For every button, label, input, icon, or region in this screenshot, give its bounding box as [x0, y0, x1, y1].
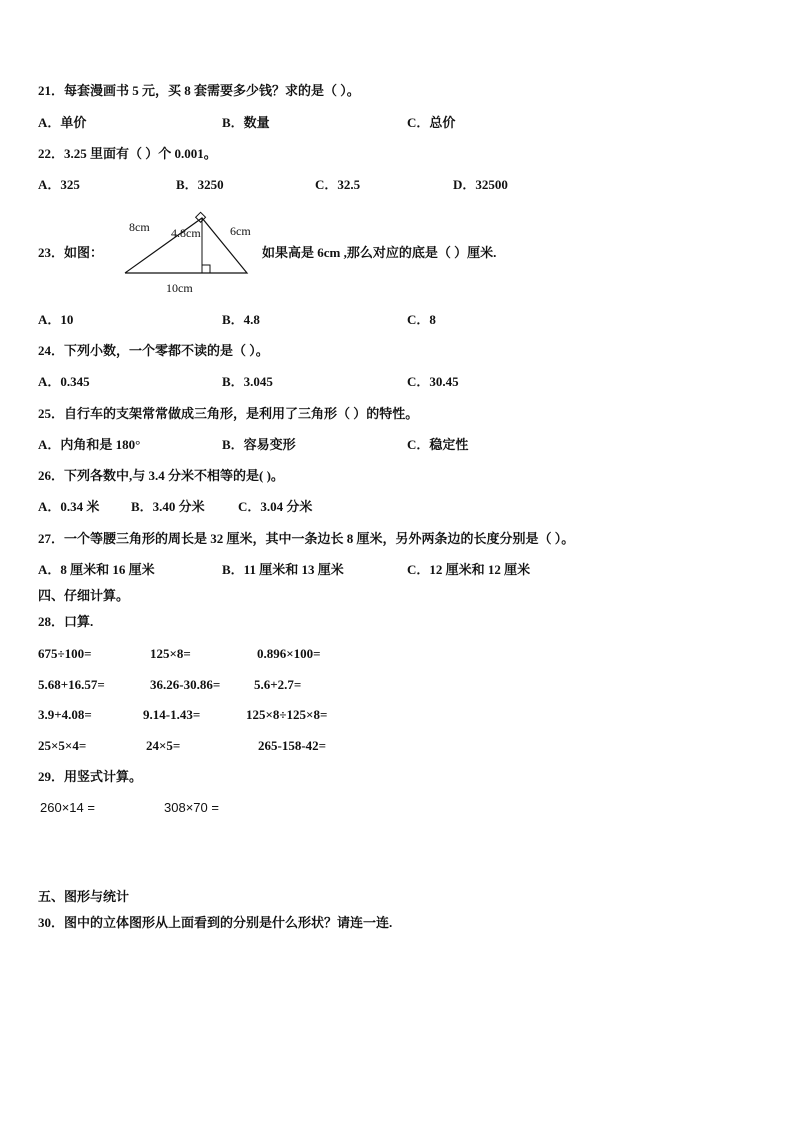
question-22-option-d: D．32500	[453, 177, 508, 192]
mental-calc-item: 9.14-1.43=	[143, 707, 201, 722]
left-side-label: 8cm	[129, 220, 150, 234]
mental-calc-item: 24×5=	[146, 738, 181, 753]
mental-calc-item: 5.6+2.7=	[254, 677, 302, 692]
section-4-heading: 四、仔细计算。	[38, 588, 130, 603]
height-label: 4.8cm	[171, 226, 201, 240]
question-27-option-a: A．8 厘米和 16 厘米	[38, 562, 155, 577]
question-24-option-a: A．0.345	[38, 374, 90, 389]
mental-calc-item: 675÷100=	[38, 646, 92, 661]
mental-calc-item: 125×8÷125×8=	[246, 707, 328, 722]
section-5-heading: 五、图形与统计	[38, 889, 130, 904]
question-22-stem: 22．3.25 里面有（ ）个 0.001。	[38, 146, 217, 161]
question-23-option-c: C．8	[407, 312, 436, 327]
question-21-option-c: C．总价	[407, 115, 456, 130]
question-30-stem: 30．图中的立体图形从上面看到的分别是什么形状？请连一连.	[38, 915, 393, 930]
question-27-option-b: B．11 厘米和 13 厘米	[222, 562, 344, 577]
question-25-option-a: A．内角和是 180°	[38, 437, 141, 452]
mental-calc-item: 3.9+4.08=	[38, 707, 92, 722]
question-21-option-a: A．单价	[38, 115, 87, 130]
question-27-option-c: C．12 厘米和 12 厘米	[407, 562, 531, 577]
question-25-option-c: C．稳定性	[407, 437, 469, 452]
question-25-stem: 25．自行车的支架常常做成三角形，是利用了三角形（ ）的特性。	[38, 406, 419, 421]
question-26-stem: 26．下列各数中,与 3.4 分米不相等的是( )。	[38, 468, 284, 483]
mental-calc-item: 5.68+16.57=	[38, 677, 105, 692]
question-21-stem: 21．每套漫画书 5 元，买 8 套需要多少钱？求的是（ ）。	[38, 83, 360, 98]
question-25-option-b: B．容易变形	[222, 437, 296, 452]
question-22-option-a: A．325	[38, 177, 80, 192]
mental-calc-item: 0.896×100=	[257, 646, 321, 661]
mental-calc-item: 36.26-30.86=	[150, 677, 221, 692]
question-28-stem: 28．口算.	[38, 614, 94, 629]
question-21-option-b: B．数量	[222, 115, 270, 130]
base-right-angle-mark	[202, 265, 210, 273]
mental-calc-item: 25×5×4=	[38, 738, 87, 753]
question-22-option-c: C．32.5	[315, 177, 361, 192]
question-26-option-b: B．3.40 分米	[131, 499, 205, 514]
question-23-option-a: A．10	[38, 312, 74, 327]
question-24-stem: 24．下列小数，一个零都不读的是（ ）。	[38, 343, 269, 358]
question-23-option-b: B．4.8	[222, 312, 260, 327]
question-22-option-b: B．3250	[176, 177, 224, 192]
question-23-suffix: 如果高是 6cm ,那么对应的底是（ ）厘米.	[262, 245, 497, 260]
triangle-diagram	[110, 210, 260, 300]
question-26-option-c: C．3.04 分米	[238, 499, 313, 514]
question-29-stem: 29．用竖式计算。	[38, 769, 143, 784]
mental-calc-item: 125×8=	[150, 646, 191, 661]
vertical-calc-item: 308×70 =	[164, 800, 219, 815]
question-24-option-c: C．30.45	[407, 374, 459, 389]
question-27-stem: 27．一个等腰三角形的周长是 32 厘米，其中一条边长 8 厘米，另外两条边的长度分别是（ ）。	[38, 531, 575, 546]
vertical-calc-item: 260×14 =	[40, 800, 95, 815]
question-23-prefix: 23．如图：	[38, 245, 104, 260]
question-26-option-a: A．0.34 米	[38, 499, 100, 514]
mental-calc-item: 265-158-42=	[258, 738, 327, 753]
right-side-label: 6cm	[230, 224, 251, 238]
base-label: 10cm	[166, 281, 193, 295]
question-24-option-b: B．3.045	[222, 374, 273, 389]
